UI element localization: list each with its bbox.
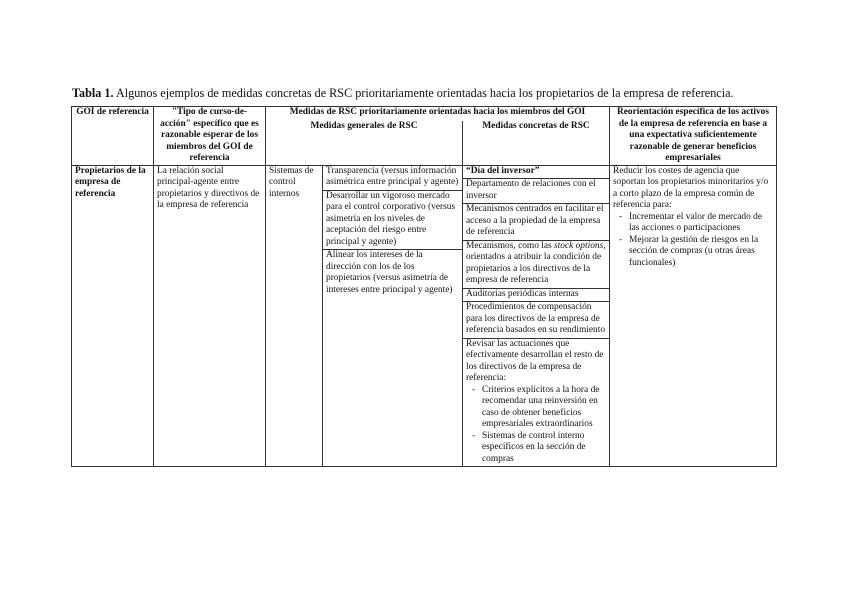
header-tipo: "Tipo de curso-de-acción" específico que es razonable esperar de los miembros del GOI de referencia — [154, 107, 266, 166]
cell-concretas — [463, 165, 610, 467]
list-item: - Sistemas de control interno específicos en la sección de compras — [472, 431, 606, 466]
list-item: - Incrementar el valor de mercado de las acciones o participaciones — [619, 212, 773, 235]
cell-tipo: La relación social principal-agente entre propietarios y directivos de la empresa de referencia — [154, 165, 266, 467]
header-row-1 — [72, 107, 777, 121]
caption-text: Algunos ejemplos de medidas concretas de RSC prioritariamente orientadas hacia los propietarios de la empresa de referencia. — [113, 86, 734, 100]
concrete-measure — [463, 241, 609, 289]
list-item: - Criterios explícitos a la hora de recomendar una reinversión en caso de obtener beneficios empresariales extraordinarios — [472, 385, 606, 431]
general-measure: Alinear los intereses de la dirección con los de los propietarios (versus asimetría de intereses entre principal y agente) — [326, 250, 453, 295]
concrete-measure-emphasis: stock options — [554, 240, 604, 251]
reorientacion-intro: Reducir los costes de agencia que soportan los propietarios minoritarios y/o a corto plazo de la empresa común de referencia para: — [613, 165, 769, 210]
concrete-subitems — [466, 385, 606, 466]
table-caption — [72, 86, 734, 101]
concrete-measure-text: Revisar las actuaciones que efectivamente desarrollan el resto de los directivos de la empresa de referencia: — [466, 338, 604, 383]
concrete-measure: Departamento de relaciones con el inversor — [463, 179, 609, 204]
cell-goi: Propietarios de la empresa de referencia — [72, 165, 154, 467]
concrete-measure: “Día del inversor” — [463, 166, 609, 180]
table-row — [72, 165, 777, 467]
header-medidas: Medidas de RSC prioritariamente orientadas hacia los miembros del GOI — [266, 107, 610, 121]
concrete-measure — [463, 339, 609, 467]
concrete-measure: Procedimientos de compensación para los directivos de la empresa de referencia basados en su rendimiento — [463, 302, 609, 339]
list-item: - Mejorar la gestión de riesgos en la sección de compras (u otras áreas funcionales) — [619, 235, 773, 270]
reorientacion-items — [613, 212, 773, 270]
header-reorientacion: Reorientación específica de los activos de la empresa de referencia en base a una expectativa suficientemente razonable de generar beneficios empresariales — [610, 107, 777, 166]
cell-generales — [323, 165, 463, 467]
concrete-measure-text: Mecanismos, como las — [466, 240, 555, 251]
general-measure: Desarrollar un vigoroso mercado para el control corporativo (versus asimetría en los niveles de aceptación del riesgo entre principal y agente) — [323, 191, 462, 251]
header-medidas-generales: Medidas generales de RSC — [266, 121, 463, 166]
header-medidas-concretas: Medidas concretas de RSC — [463, 121, 610, 166]
concrete-measure: Mecanismos centrados en facilitar el acceso a la propiedad de la empresa de referencia — [463, 204, 609, 241]
concrete-measure: Auditorías periódicas internas — [463, 289, 609, 303]
caption-label: Tabla 1. — [72, 86, 114, 100]
cell-reorientacion — [610, 165, 777, 467]
header-goi: GOI de referencia — [72, 107, 154, 166]
cell-sistemas: Sistemas de control internos — [266, 165, 323, 467]
general-measure: Transparencia (versus información asimétrica entre principal y agente) — [323, 166, 462, 191]
rsc-table — [71, 106, 777, 467]
concrete-measure-text: , orientados a atribuir la condición de propietarios a los directivos de la empresa de referencia — [466, 240, 606, 285]
